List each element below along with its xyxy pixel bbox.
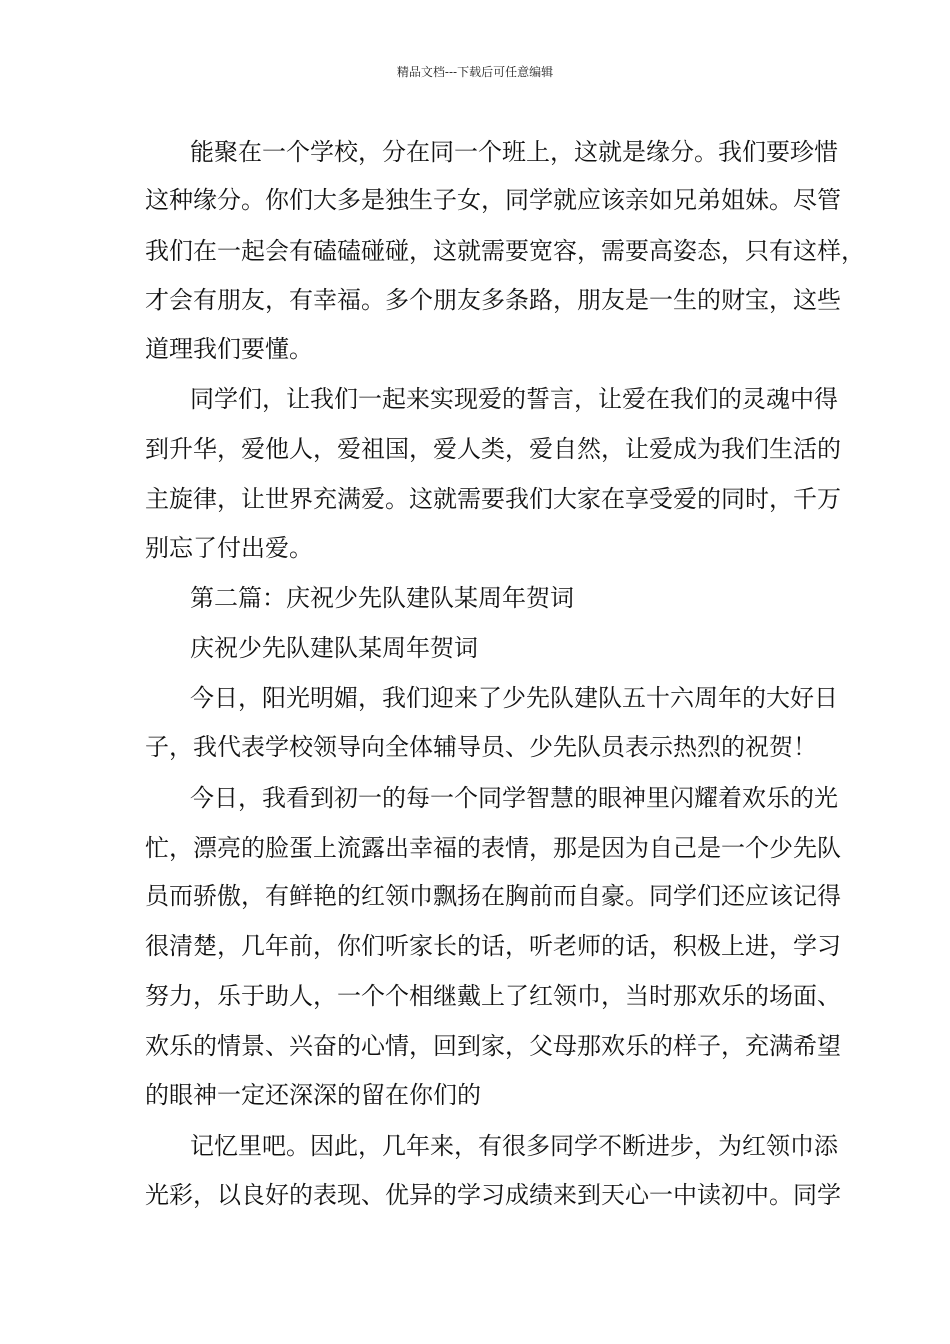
text-line: 的眼神一定还深深的留在你们的 [145, 1081, 481, 1109]
text-line: 别忘了付出爱。 [145, 534, 313, 562]
text-line: 努力，乐于助人，一个个相继戴上了红领巾，当时那欢乐的场面、 [145, 982, 841, 1010]
text-line: 能聚在一个学校，分在同一个班上，这就是缘分。我们要珍惜 [190, 138, 838, 166]
text-line: 到升华，爱他人，爱祖国，爱人类，爱自然，让爱成为我们生活的 [145, 435, 841, 463]
text-line: 员而骄傲，有鲜艳的红领巾飘扬在胸前而自豪。同学们还应该记得 [145, 882, 841, 910]
text-line: 子，我代表学校领导向全体辅导员、少先队员表示热烈的祝贺！ [145, 733, 817, 761]
text-line: 光彩，以良好的表现、优异的学习成绩来到天心一中读初中。同学 [145, 1181, 841, 1209]
text-line: 今日，我看到初一的每一个同学智慧的眼神里闪耀着欢乐的光 [190, 784, 838, 812]
text-line: 主旋律，让世界充满爱。这就需要我们大家在享受爱的同时，千万 [145, 485, 841, 513]
text-line: 我们在一起会有磕磕碰碰，这就需要宽容，需要高姿态，只有这样， [145, 237, 865, 265]
page-header: 精品文档---下载后可任意编辑 [396, 65, 554, 79]
section-heading: 第二篇：庆祝少先队建队某周年贺词 [190, 584, 574, 612]
text-line: 很清楚，几年前，你们听家长的话，听老师的话，积极上进，学习 [145, 932, 841, 960]
text-line: 道理我们要懂。 [145, 335, 313, 363]
text-line: 才会有朋友，有幸福。多个朋友多条路，朋友是一生的财宝，这些 [145, 286, 841, 314]
text-line: 忙，漂亮的脸蛋上流露出幸福的表情，那是因为自己是一个少先队 [145, 834, 841, 862]
text-line: 今日，阳光明媚，我们迎来了少先队建队五十六周年的大好日 [190, 684, 838, 712]
text-line: 记忆里吧。因此，几年来，有很多同学不断进步，为红领巾添 [190, 1132, 838, 1160]
text-line: 同学们，让我们一起来实现爱的誓言，让爱在我们的灵魂中得 [190, 385, 838, 413]
section-title: 庆祝少先队建队某周年贺词 [190, 634, 478, 662]
text-line: 这种缘分。你们大多是独生子女，同学就应该亲如兄弟姐妹。尽管 [145, 186, 841, 214]
text-line: 欢乐的情景、兴奋的心情，回到家，父母那欢乐的样子，充满希望 [145, 1032, 841, 1060]
